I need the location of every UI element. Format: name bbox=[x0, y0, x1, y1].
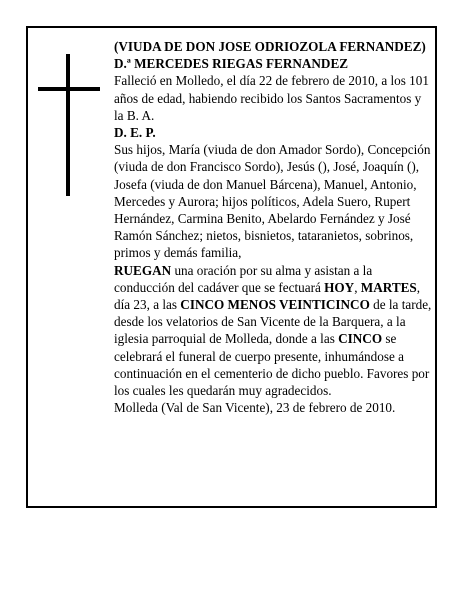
funeral-request: RUEGAN una oración por su alma y asistan a la conducción del cadáver que se fectuará HOY, MARTES, día 23, a las CINCO MENOS VEINTICINCO de la tarde, desde los velatorios de San Vicente de la Barquera, a la iglesia parroquial de Molleda, donde a las CINCO se celebrará el funeral de cuerpo presente, inhumándose a continuación en el cementerio de dicho pueblo. Favores por los cuales les quedarán muy agradecidos. bbox=[114, 262, 432, 399]
obituary-text bbox=[114, 38, 432, 416]
deceased-name: D.ª MERCEDES RIEGAS FERNANDEZ bbox=[114, 56, 349, 72]
family-list: Sus hijos, María (viuda de don Amador Sordo), Concepción (viuda de don Francisco Sordo), Jesús (), José, Joaquín (), Josefa (viuda de don Manuel Bárcena), Manuel, Antonio, Mercedes y Aurora; hijos políticos, Adela Suero, Rupert Hernández, Carmina Benito, Abelardo Fernández y José Ramón Sánchez; nietos, bisnietos, tataranietos, sobrinos, primos y demás familia, bbox=[114, 142, 431, 261]
cross-icon-bar bbox=[38, 87, 100, 91]
header-line: (VIUDA DE DON JOSE ODRIOZOLA FERNANDEZ) bbox=[114, 39, 426, 54]
dep-line: D. E. P. bbox=[114, 125, 156, 141]
cross-icon bbox=[66, 54, 70, 196]
place-date: Molleda (Val de San Vicente), 23 de febrero de 2010. bbox=[114, 400, 396, 416]
death-statement: Falleció en Molledo, el día 22 de febrero de 2010, a los 101 años de edad, habiendo recibido los Santos Sacramentos y la B. A. bbox=[114, 73, 429, 123]
